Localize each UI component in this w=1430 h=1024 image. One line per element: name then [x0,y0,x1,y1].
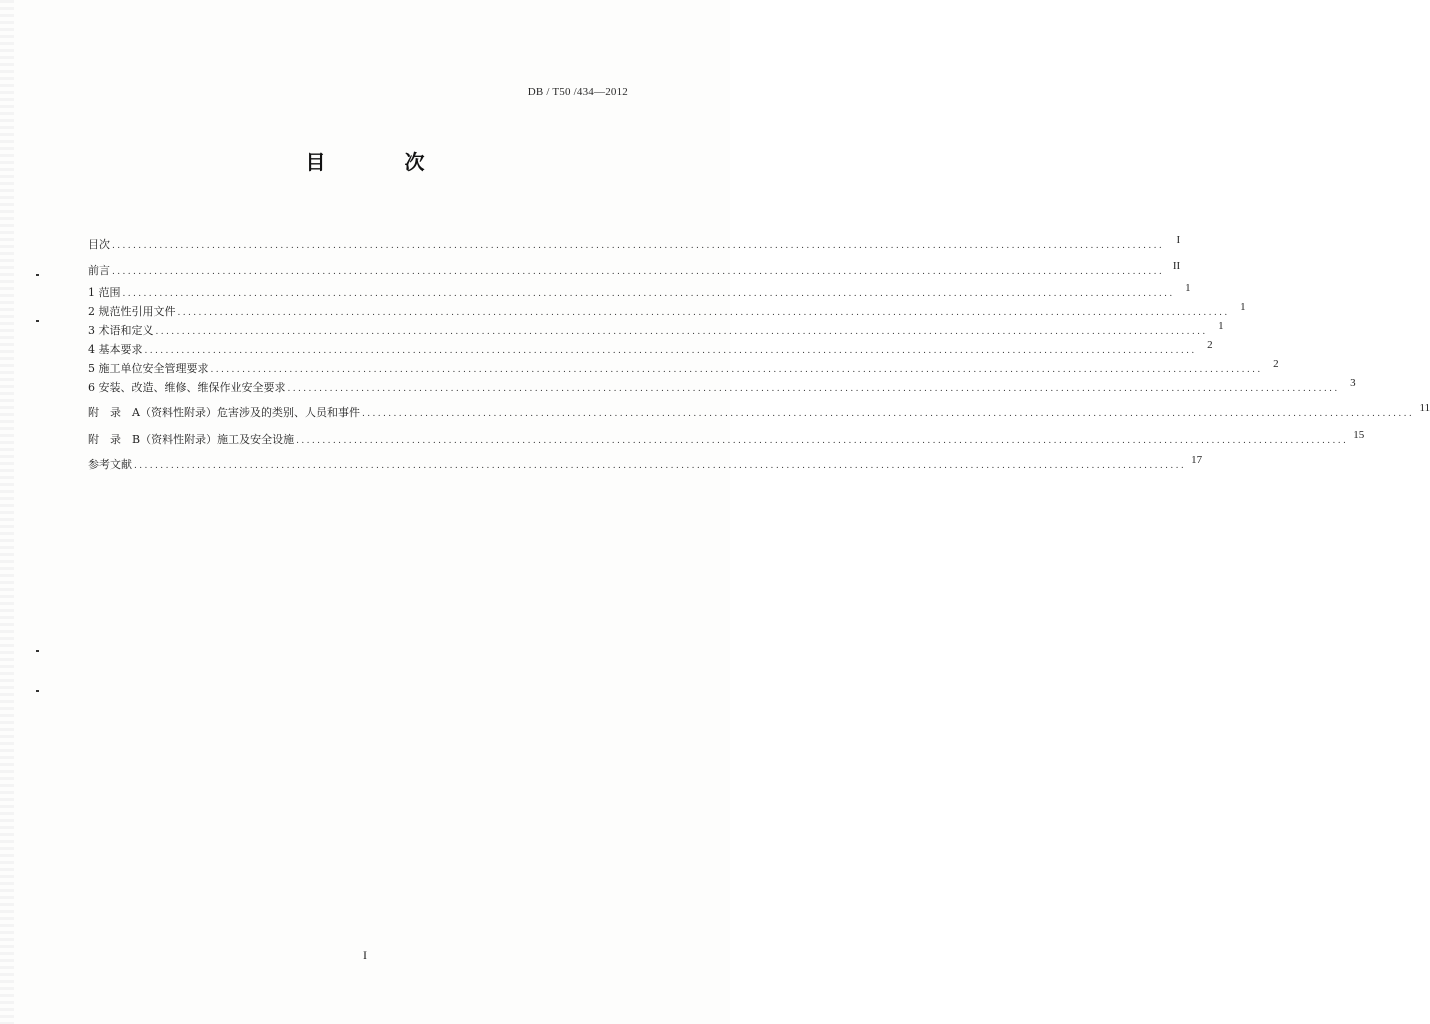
document-code: DB / T50 /434—2012 [527,86,628,98]
toc-entry[interactable] [88,429,1365,447]
toc-entry-label: 1 范围 [88,286,121,299]
toc-entry-label: 前言 [88,264,110,277]
toc-leader-dots: ........................................................................................................................................................................................................ [112,267,1165,277]
toc-entry-page: II [1172,260,1181,272]
scan-speck [36,650,39,652]
toc-entry-page: I [1176,234,1181,246]
toc-entry-label: 3 术语和定义 [88,324,154,337]
toc-entry[interactable] [88,234,1181,252]
toc-leader-dots: ........................................................................................................................................................................................................ [296,436,1349,446]
toc-entry[interactable] [88,358,1279,376]
page-title: 目 次 [305,150,461,174]
toc-entry[interactable] [88,260,1181,278]
toc-leader-dots: ........................................................................................................................................................................................................ [287,384,1340,394]
toc-entry-page: 15 [1353,429,1365,441]
toc-entry-page: 1 [1185,282,1191,294]
toc-entry[interactable] [88,320,1224,338]
toc-entry-page: 1 [1218,320,1224,332]
toc-entry-page: 11 [1419,402,1430,414]
toc-entry[interactable] [88,282,1191,300]
toc-entry[interactable] [88,402,1430,420]
toc-leader-dots: ........................................................................................................................................................................................................ [155,327,1208,337]
toc-entry-page: 3 [1350,377,1356,389]
toc-entry-label: 4 基本要求 [88,343,143,356]
toc-leader-dots: ........................................................................................................................................................................................................ [361,409,1415,419]
toc-entry[interactable] [88,377,1356,395]
toc-entry-label: 目次 [88,238,110,251]
toc-entry-label: 附 录 B（资料性附录）施工及安全设施 [88,433,295,446]
toc-entry-page: 2 [1207,339,1213,351]
toc-leader-dots: ........................................................................................................................................................................................................ [144,346,1197,356]
toc-leader-dots: ........................................................................................................................................................................................................ [210,365,1263,375]
toc-entry-page: 17 [1191,454,1203,466]
toc-entry-label: 5 施工单位安全管理要求 [88,362,209,375]
toc-entry-page: 1 [1240,301,1246,313]
toc-leader-dots: ........................................................................................................................................................................................................ [134,461,1187,471]
scan-speck [36,274,39,276]
scan-speck [36,320,39,322]
toc-leader-dots: ........................................................................................................................................................................................................ [122,289,1175,299]
toc-entry-label: 2 规范性引用文件 [88,305,176,318]
scan-speck [36,690,39,692]
toc-entry-label: 附 录 A（资料性附录）危害涉及的类别、人员和事件 [88,406,360,419]
toc-entry-label: 6 安装、改造、维修、维保作业安全要求 [88,381,286,394]
toc-entry-page: 2 [1273,358,1279,370]
page-number: I [363,948,367,962]
toc-leader-dots: ........................................................................................................................................................................................................ [112,241,1165,251]
toc-entry[interactable] [88,301,1246,319]
toc-entry[interactable] [88,454,1203,472]
toc-leader-dots: ........................................................................................................................................................................................................ [177,308,1230,318]
toc-entry-label: 参考文献 [88,458,132,471]
toc-entry[interactable] [88,339,1213,357]
